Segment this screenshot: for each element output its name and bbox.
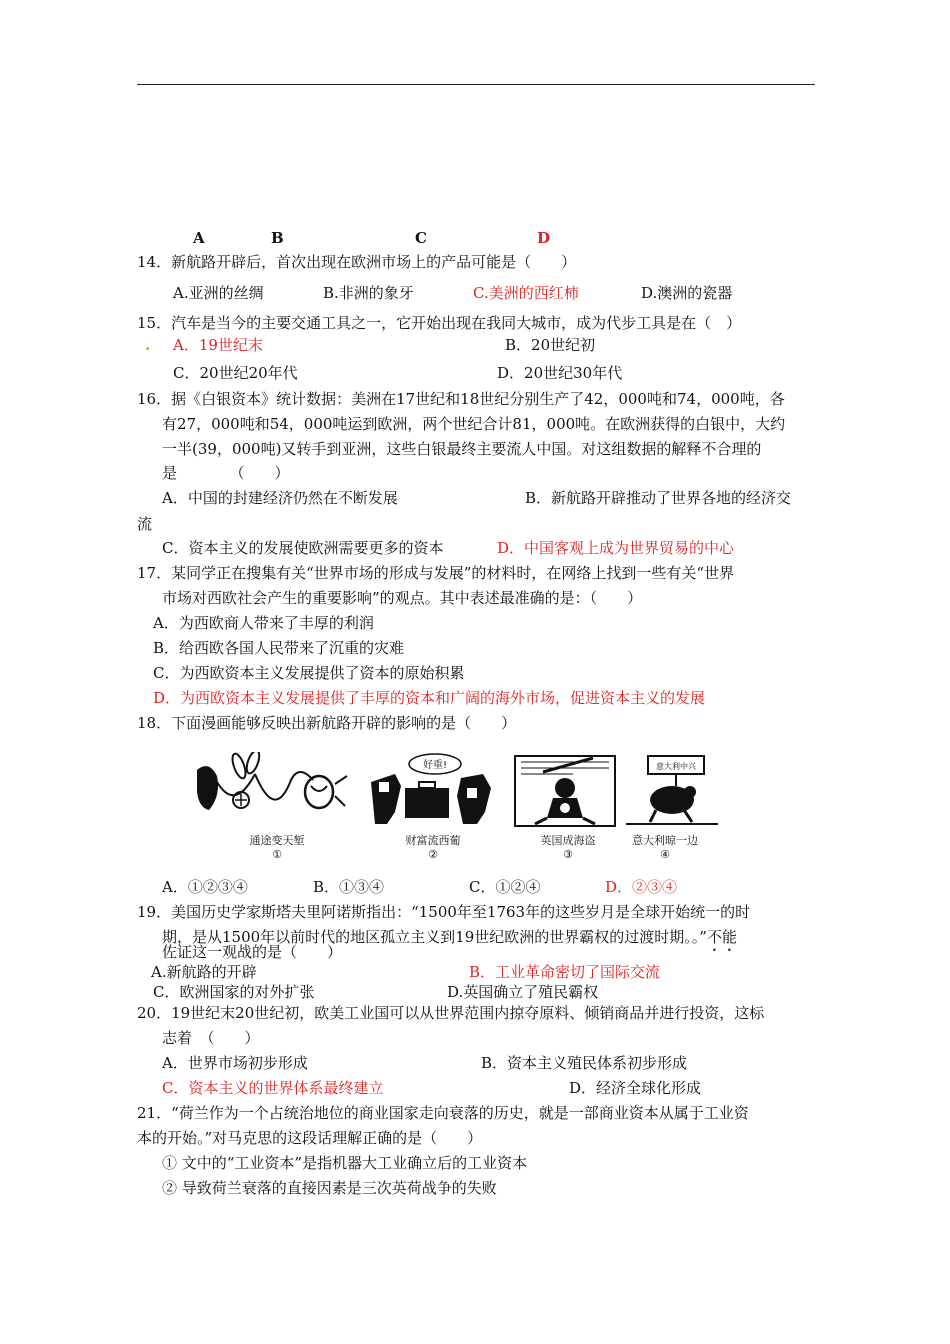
q15-mark: . [145,336,151,354]
option-c-label: C [415,229,427,247]
q21-statement-2: ② 导致荷兰衰落的直接因素是三次英荷战争的失败 [162,1179,497,1197]
cartoon-1-image [195,752,355,832]
q19-option-b: B．工业革命密切了国际交流 [469,963,661,981]
q15-option-d: D．20世纪30年代 [497,364,623,382]
q18-stem: 18．下面漫画能够反映出新航路开辟的影响的是（ ） [137,714,517,732]
q17-line1: 17．某同学正在搜集有关“世界市场的形成与发展”的材料时，在网络上找到一些有关“世界 [137,564,735,582]
q20-option-b: B．资本主义殖民体系初步形成 [481,1054,688,1072]
cartoon-2-bubble: 好重! [422,760,448,771]
q14-option-d: D.澳洲的瓷器 [641,284,733,302]
q14-option-c: C.美洲的西红柿 [473,284,579,302]
q15-option-a: A．19世纪末 [173,336,263,354]
cartoon-2-image [365,752,495,832]
cartoon-4-sign: 意大利中兴 [656,762,696,771]
q19-option-a: A.新航路的开辟 [151,963,257,981]
caption-4 [625,834,705,862]
q14-stem: 14．新航路开辟后，首次出现在欧洲市场上的产品可能是（ ） [137,253,577,271]
q17-line2: 市场对西欧社会产生的重要影响”的观点。其中表述最准确的是：（ ） [162,589,643,607]
caption-4-number: ④ [660,848,670,861]
q16-line2: 有27，000吨和54，000吨运到欧洲，两个世纪合计81，000吨。在欧洲获得的白银中，大约 [162,415,786,433]
caption-1-title: 通途变天堑 [249,834,305,847]
q18-option-b: B．①③④ [313,878,385,896]
q21-line1: 21．“荷兰作为一个占统治地位的商业国家走向衰落的历史，就是一部商业资本从属于工业资 [137,1104,749,1122]
q14-option-a: A.亚洲的丝绸 [173,284,264,302]
q19-line1: 19．美国历史学家斯塔夫里阿诺斯指出：“1500年至1763年的这些岁月是全球开始统一的时 [137,903,751,921]
q17-option-b: B．给西欧各国人民带来了沉重的灾难 [153,639,405,657]
caption-2 [393,834,473,862]
q14-option-b: B.非洲的象牙 [323,284,414,302]
q20-line1: 20．19世纪末20世纪初，欧美工业国可以从世界范围内掠夺原料、倾销商品并进行投资，这标 [137,1004,765,1022]
q16-line1: 16．据《白银资本》统计数据：美洲在17世纪和18世纪分别生产了42，000吨和74，000吨，各 [137,390,785,408]
caption-4-title: 意大利晾一边 [632,834,698,847]
option-a-label: A [193,229,205,247]
q19-line2-emphasis: 不能 [706,928,737,946]
q15-stem: 15．汽车是当今的主要交通工具之一，它开始出现在我同大城市，成为代步工具是在（ ） [137,314,742,332]
q21-line2: 本的开始。”对马克思的这段话理解正确的是（ ） [137,1129,483,1147]
caption-1 [237,834,317,862]
q16-option-d: D．中国客观上成为世界贸易的中心 [497,539,735,557]
q16-option-c: C．资本主义的发展使欧洲需要更多的资本 [162,539,444,557]
q20-option-c: C．资本主义的世界体系最终建立 [162,1079,384,1097]
q16-option-b: B．新航路开辟推动了世界各地的经济交 [525,489,792,507]
q15-option-b: B．20世纪初 [505,336,596,354]
q18-option-c: C．①②④ [469,878,541,896]
caption-3 [528,834,608,862]
q17-option-a: A．为西欧商人带来了丰厚的利润 [153,614,374,632]
q16-option-b-cont: 流 [137,515,153,533]
caption-1-number: ① [272,848,282,861]
q17-option-c: C．为西欧资本主义发展提供了资本的原始积累 [153,664,465,682]
caption-2-number: ② [428,848,438,861]
q20-option-a: A．世界市场初步形成 [162,1054,308,1072]
q15-option-c: C．20世纪20年代 [173,364,298,382]
header-rule [137,84,815,85]
q16-line3: 一半(39，000吨)又转手到亚洲，这些白银最终主要流人中国。对这组数据的解释不合理的 [162,440,762,458]
q16-line4: 是 （ ） [162,464,290,482]
q19-option-d: D.英国确立了殖民霸权 [447,983,599,1001]
cartoon-3-image [513,752,618,832]
q20-option-d: D．经济全球化形成 [569,1079,702,1097]
q19-option-c: C．欧洲国家的对外扩张 [153,983,315,1001]
q21-statement-1: ① 文中的“工业资本”是指机器大工业确立后的工业资本 [162,1154,528,1172]
option-d-label: D [537,229,551,247]
caption-3-title: 英国成海盗 [540,834,596,847]
caption-3-number: ③ [563,848,573,861]
cartoon-4-image [622,752,722,832]
option-b-label: B [271,229,284,247]
caption-2-title: 财富流西葡 [405,834,461,847]
q17-option-d: D．为西欧资本主义发展提供了丰厚的资本和广阔的海外市场，促进资本主义的发展 [153,689,706,707]
q19-line3: 佐证这一观战的是（ ） [162,943,343,961]
q19-line2-text: 期，是从1500年以前时代的地区孤立主义到19世纪欧洲的世界霸权的过渡时期。。” [162,928,707,946]
q20-line2: 志着 （ ） [162,1029,260,1047]
q18-option-a: A．①②③④ [162,878,248,896]
q16-option-a: A．中国的封建经济仍然在不断发展 [162,489,398,507]
q18-option-d: D．②③④ [605,878,678,896]
